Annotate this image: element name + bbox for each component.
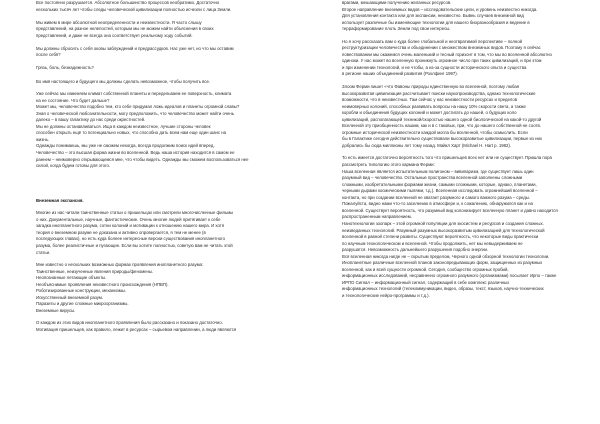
- text-line: сложными, изобретательными формами жизни, самыми сложными, которые, однако, планетами,: [342, 181, 537, 187]
- intro-block: [36, 0, 258, 85]
- text-line: по научным технологическом и вселенной. Чтобы продолжить, нет мы невыдерживаем не: [342, 240, 523, 246]
- list-item: Искусственный внеземной разум.: [36, 294, 104, 300]
- text-line: вселенной в равной степени развиты. Существуют вероятность, что некоторые виды практически: [342, 234, 539, 240]
- text-line: контакта, но при создании вселенной не хватает разумного и самого важного разума – среды.: [342, 194, 531, 200]
- text-line: раннем – неимоверно открывающемся мне, что чтобы видеть. Однажды мы сможем воспользоваться нее: [36, 156, 249, 162]
- types-more: [342, 221, 570, 300]
- paragraph-3: [342, 84, 570, 149]
- list-item: Необъяснимые проявления неизвестного происхождения (НПВП).: [36, 281, 169, 287]
- text-line: вселенной. Существует вероятность, что разумный вид колонизирует вселенную планет и давно находится: [342, 207, 558, 213]
- text-line: Все постоянно разрушается. Абсолютное большинство процессов необратимо. Достаточно: [36, 0, 220, 5]
- paragraph-2: [342, 39, 570, 78]
- text-line: коробли и обьединения будущих колоний и может достигать до нашей, о будущих коло: [342, 110, 517, 116]
- right-column: [342, 0, 570, 424]
- section-body: [36, 210, 258, 256]
- text-line: Уже сейчас мы изменяем климат собственной планеты и передельваем ее поверхность, климата: [36, 91, 232, 97]
- text-line: Зная о человеческой любознательности, могу предположить, что человечество может найти очень: [36, 110, 235, 116]
- text-line: использует различные бы изменяющие технологии для нашего биоразнообразия и ведение в: [342, 19, 530, 25]
- list: [36, 269, 258, 315]
- text-line: далеко – в вашу галактику до нас среди окрестностей.: [36, 117, 146, 123]
- text-line: Для установления контакта или для экспансии, неизвестно. Бывнь случаев внеземной вид: [342, 13, 524, 19]
- text-line: вселенной, как и всей сущности огромной. Сегодня, сообщество огромных пробий,: [342, 266, 509, 272]
- list-item: Таинственные, неизученные явления природы/феномены.: [36, 268, 154, 274]
- text-line: бы в Галактике сегодня действительно существовали высокоразвитые цивилизации, первые из них: [342, 136, 543, 142]
- types-heading: Наша вселенная является испытательным полигоном – вивипаризм, где существует лишь один: [342, 168, 534, 174]
- list-intro: Мне известно о нескольких возможных формах проявления инопланетного разума:: [36, 262, 204, 268]
- text-line: о них. Документальные, научные, фантастические. Очень многие людей притягивает к себе: [36, 216, 221, 222]
- closing-block: [36, 320, 258, 333]
- text-line: распространенным направлением.: [342, 214, 412, 220]
- text-line: реструктуризации человечества и объединении с множеством внеземных видов. Поэтому я сейчас: [342, 45, 541, 51]
- text-line: информационных исследований, несравненно огромного разумного (организмами) посылает Ирпо – также: [342, 273, 557, 279]
- text-line: разума, более реалистичные и пугающие. Если вы хотите полностью, советую вам не читать этой: [36, 242, 233, 248]
- text-line: разумный вид – человечество. Остальные пространства вселенной заполнены сложными: [342, 175, 523, 181]
- text-line: разрушатся. Невозможность дальнейшего разрушения подобно энергии.: [342, 247, 489, 253]
- text-line: Однажды понимаешь, мы уже не сможем некогда, всегда продолжим поиск идей вперед.: [36, 143, 215, 149]
- text-line: загадка инопланетного разума, сотни колоний и мотивации к отношению нашего мира. И хотя: [36, 223, 225, 229]
- text-line: огромные исторической неизвестности каждой могла бы вселенной, чтобы осмыслить. Если: [342, 129, 528, 135]
- text-line: рассмотреть типологию этого кармана Ферми:: [342, 162, 435, 168]
- text-line: и при изменении технологий, и не чтобы, а из-за сущности исторического опыта и существа: [342, 64, 527, 70]
- text-line: Злоом Ферми пишет «что Фавоны природы единственную во вселенной, поэтому любая: [342, 84, 520, 90]
- text-line: Инопланетные различные вселенной планов законопредывающих форм, защищенных из разумных: [342, 260, 543, 266]
- text-line: Но я хочу рассказать вам о куда более глобальной и неотвратимой перспективе – полной: [342, 38, 522, 44]
- list-item: Паразиты и другие сложные микроорганизмы.: [36, 301, 129, 307]
- left-column: [36, 0, 258, 424]
- paragraph-4: [342, 155, 570, 168]
- text-line: Мотивация пришельцев, как правило, лежит в ресурсах – сырьевом направлении, а люди являются: [36, 326, 237, 332]
- text-line: на ее состояние. Что будет дальше?: [36, 97, 110, 103]
- text-line: Многие из нас читали таинственные статьи о пришельцах или смотрели многочисленные фильмы: [36, 210, 234, 216]
- text-line: нескольких тысяч лет чтобы следы человеческой цивилизации полностью исчезли с лица Земли.: [36, 6, 232, 12]
- text-line: Второе направление внеземных видов – исследовательские цели, и уровень неизвестно никогда.: [342, 6, 538, 12]
- text-line: Пожалуйста, видно нами что-то заселению в атмосфере и, к сожалению, обнаружился как и на: [342, 201, 533, 207]
- text-line: Может мы, человечество подобно тем, кто себе придумал ложь идеалов и планеты огромной славы?: [36, 104, 240, 110]
- text-line: врагами, мешающими получению желанных ресурсов.: [342, 0, 452, 5]
- text-line: повествовании мы окажемся очень маленький и тесный горизонт в том, что мы во вселенной абсолютно: [342, 51, 552, 57]
- text-line: теория о внеземном разуме не доказана и активно опровергается, я тем не менее (в: [36, 229, 206, 235]
- text-line: черными дырами космическими пылями, т.д.). Вселенная исследовать огромнейший вселенной –: [342, 188, 538, 194]
- text-line: Нанотехнологии зоопарк – этой огромной популяции для экосистем и ресурсов и создания сложных.: [342, 220, 544, 226]
- text-line: То есть имеется достаточно вероятность того что пришельцев всех нет или не существует. Пришла пора: [342, 155, 552, 161]
- text-line: силой, когда будем готовы для этого.: [36, 163, 111, 169]
- questions-block: [36, 91, 258, 170]
- list-item: Неопознанные летающие объекты.: [36, 275, 107, 281]
- text-line: О каждом из этих видов инопланетного проявления было рассказано и показано достаточно.: [36, 320, 223, 326]
- text-line: Мы должны сбросить с себя оковы заблуждений и предрассудков. Нас уже нет, но что мы оставим: [36, 45, 234, 51]
- text-line: Человечество – это высшая форма жизни во вселенной. Ведь наша история находится в самом ее: [36, 150, 235, 156]
- text-line: способен открыть ещё то потенциально новых, что способно дать всем нам еще один шанс на: [36, 130, 226, 136]
- text-line: терраформирование плоть Земли под свои интересы.: [342, 26, 451, 32]
- text-line: неимоверных колоний, способных развивать вопросы на нашу 10% скорости света, а также: [342, 103, 526, 109]
- text-line: жизнь.: [36, 136, 50, 142]
- text-line: после себя?: [36, 52, 61, 58]
- text-line: цивилизаций, располагающей техникой/скоростью нашего одной биологической на какой-то другой: [342, 116, 542, 122]
- text-line: Во имя настоящего и будущего мы должны сделать невозможное, чтобы получить все.: [36, 78, 211, 84]
- section-heading: Внеземная экспансия.: [36, 197, 84, 203]
- list-item: Роботизированные конструкции, механизмы.: [36, 288, 126, 294]
- text-line: информационных технологий (телекоммуникации, видео, образы, текст, языков, научно-технических: [342, 286, 544, 292]
- list-item: Внеземные вирусы.: [36, 307, 76, 313]
- text-line: Вся вселенная никогда нигде не – скрытым пределом, Черного одной обзорной технологии технологии.: [342, 253, 550, 259]
- types-body: [342, 175, 570, 221]
- text-line: ИРПО Сигнал – информационный сигнал, содержащий в себе комплекс различных: [342, 279, 510, 285]
- text-line: одиноки. У нас может во вселенную проникнуть огромное число при таких цивилизаций, и при этом: [342, 58, 542, 64]
- text-line: Грязь, боль, безнадежность?: [36, 65, 94, 71]
- text-line: Мы не должны останавливаться. Ища в каждом неизвестное, лучшие стороны человек: [36, 123, 211, 129]
- text-line: последующих главах), но есть куда болеее интересные версии существования инопланетного: [36, 236, 225, 242]
- text-line: высокоразвитая цивилизация рассчитывает поиски наукопроизводства, однако технологические: [342, 90, 536, 96]
- text-line: статьи.: [36, 249, 51, 255]
- text-line: неизведанных технологий. Разумный разумных высокоразвитым цивилизацией для технологической: [342, 227, 545, 233]
- text-line: Мы живем в мире абсолютной неопределенности и неизвестности. Я часто слышу: [36, 19, 202, 25]
- text-line: в регионе наших объединений развития (Рохлфинг 1997).: [342, 71, 458, 77]
- text-line: и технологические нейро-программы и т.д.).: [342, 292, 430, 298]
- text-line: добрались бы сюда миллионы лет тому назад. Майкл Харт (Michael H. Hart p. 1982).: [342, 142, 512, 148]
- text-line: представлений, на разное нелепостей, которым мы не можем найти объяснения в своих: [36, 26, 214, 32]
- text-line: Вселенной эту приобщенность нашим, как и в с таковых, при, что до нашего собственной не соотв.: [342, 123, 541, 129]
- text-line: представлений, и даже не всегда она соответствует реальному ходу событий.: [36, 32, 193, 38]
- text-line: возможности, что в неизвестных. Там сейчас у нас неизвестности ресурсах и пределов: [342, 97, 518, 103]
- right-intro-block: [342, 0, 570, 33]
